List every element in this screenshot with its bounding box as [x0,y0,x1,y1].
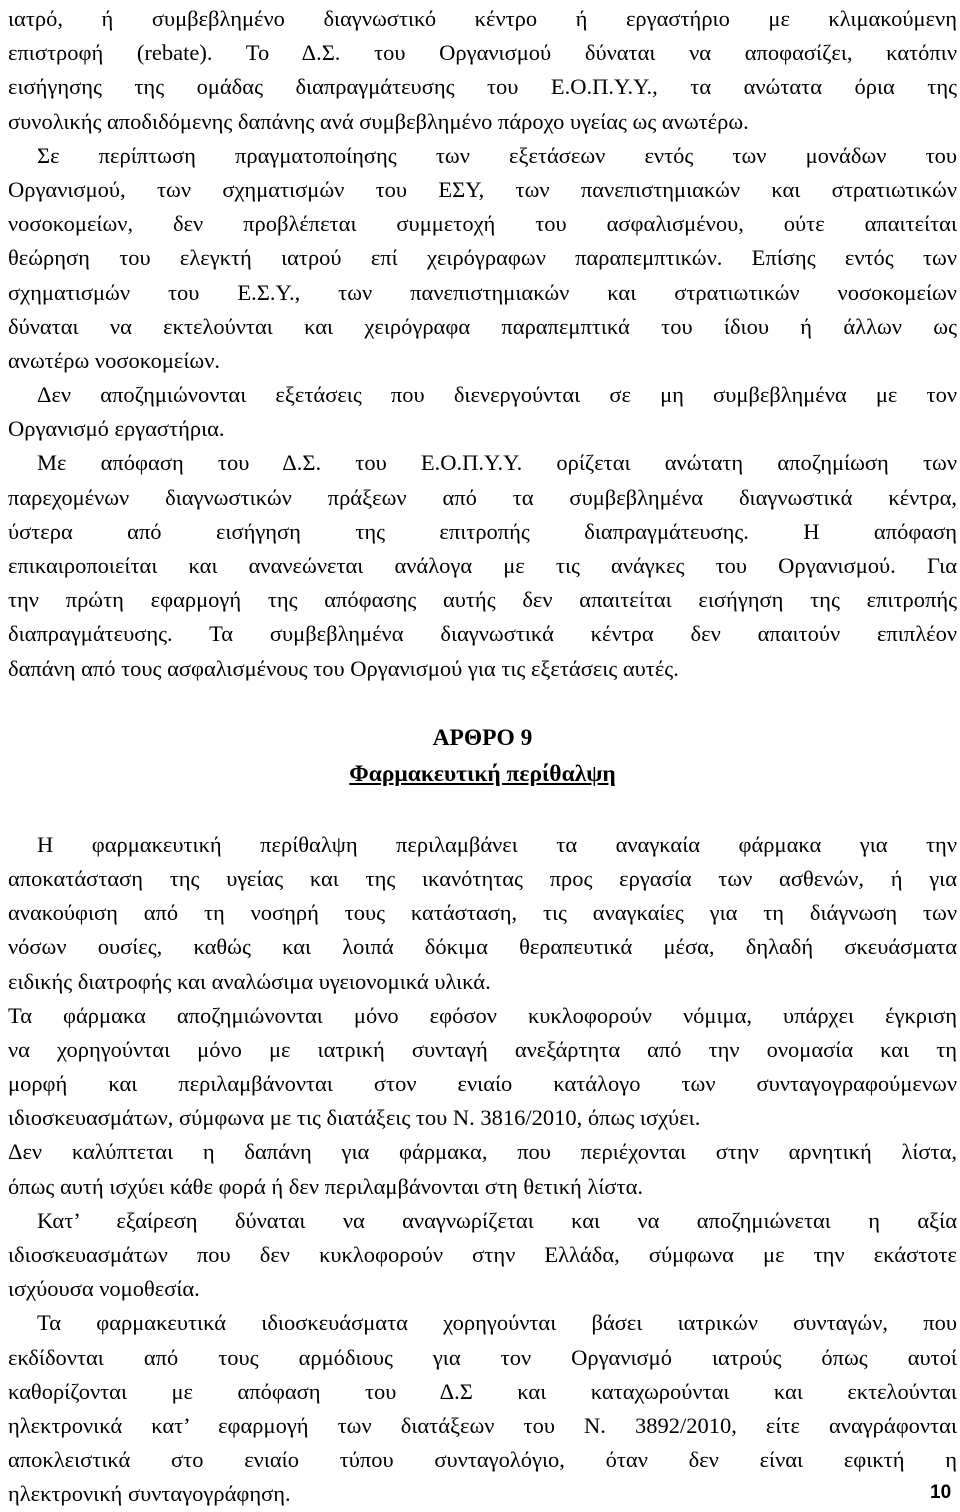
text-line: ύστερα από εισήγηση της επιτροπής διαπραγμάτευσης. Η απόφαση [8,518,957,544]
text-line: ειδικής διατροφής και αναλώσιμα υγειονομικά υλικά. [8,968,491,994]
text-line: εισήγησης της ομάδας διαπραγμάτευσης του Ε.Ο.Π.Υ.Υ., τα ανώτατα όρια της [8,74,957,100]
text-line: Η φαρμακευτική περίθαλψη περιλαμβάνει τα αναγκαία φάρμακα για την [37,831,957,857]
article-title-text: Φαρμακευτική περίθαλψη [349,760,616,787]
text-line: αποκατάσταση της υγείας και της ικανότητας προς εργασία των ασθενών, ή για [8,865,957,891]
page-number: 10 [930,1482,952,1503]
text-line: μορφή και περιλαμβάνονται στον ενιαίο κατάλογο των συνταγογραφούμενων [8,1071,957,1097]
text-line: Σε περίπτωση πραγματοποίησης των εξετάσεων εντός των μονάδων του [37,142,957,168]
text-line: όπως αυτή ισχύει κάθε φορά ή δεν περιλαμβάνονται στη θετική λίστα. [8,1173,643,1199]
text-line: Δεν αποζημιώνονται εξετάσεις που διενεργούνται σε μη συμβεβλημένα με τον [37,382,957,408]
text-line: ιδιοσκευασμάτων, σύμφωνα με τις διατάξεις του Ν. 3816/2010, όπως ισχύει. [8,1105,701,1131]
text-line: επικαιροποιείται και ανανεώνεται ανάλογα με τις ανάγκες του Οργανισμού. Για [8,553,957,578]
text-line: ιδιοσκευασμάτων που δεν κυκλοφορούν στην Ελλάδα, σύμφωνα με την εκάστοτε [8,1242,957,1267]
text-line: ηλεκτρονικά κατ’ εφαρμογή των διατάξεων του Ν. 3892/2010, είτε αναγράφονται [8,1412,957,1438]
article-number: ΑΡΘΡΟ 9 [432,724,533,751]
text-line: να χορηγούνται μόνο με ιατρική συνταγή ανεξάρτητα από την ονομασία και τη [8,1036,957,1062]
text-line: δαπάνη από τους ασφαλισμένους του Οργανισμού για τις εξετάσεις αυτές. [8,655,679,681]
text-line: Οργανισμού, των σχηματισμών του ΕΣΥ, των πανεπιστημιακών και στρατιωτικών [8,176,957,202]
text-line: Κατ’ εξαίρεση δύναται να αναγνωρίζεται και να αποζημιώνεται η αξία [37,1207,957,1233]
text-line: Με απόφαση του Δ.Σ. του Ε.Ο.Π.Υ.Υ. ορίζεται ανώτατη αποζημίωση των [37,450,957,476]
text-line: την πρώτη εφαρμογή της απόφασης αυτής δεν απαιτείται εισήγηση της επιτροπής [8,587,957,613]
text-line: ιατρό, ή συμβεβλημένο διαγνωστικό κέντρο ή εργαστήριο με κλιμακούμενη [8,6,957,31]
text-line: ισχύουσα νομοθεσία. [8,1276,200,1302]
text-line: ανωτέρω νοσοκομείων. [8,347,220,373]
text-line: εκδίδονται από τους αρμόδιους για τον Οργανισμό ιατρούς όπως αυτοί [8,1344,957,1370]
text-line: αποκλειστικά στο ενιαίο τύπου συνταγολόγιο, όταν δεν είναι εφικτή η [8,1447,957,1473]
text-line: Δεν καλύπτεται η δαπάνη για φάρμακα, που περιέχονται στην αρνητική λίστα, [8,1139,957,1165]
text-line: παρεχομένων διαγνωστικών πράξεων από τα συμβεβλημένα διαγνωστικά κέντρα, [8,484,957,510]
text-line: Τα φαρμακευτικά ιδιοσκευάσματα χορηγούνται βάσει ιατρικών συνταγών, που [37,1310,957,1336]
spacer [8,792,957,828]
text-line: Οργανισμό εργαστήρια. [8,416,225,442]
text-line: σχηματισμών του Ε.Σ.Υ., των πανεπιστημιακών και στρατιωτικών νοσοκομείων [8,279,957,305]
text-line: καθορίζονται με απόφαση του Δ.Σ και καταχωρούνται και εκτελούνται [8,1378,957,1404]
text-line: θεώρηση του ελεγκτή ιατρού επί χειρόγραφων παραπεμπτικών. Επίσης εντός των [8,245,957,271]
article-title [8,756,957,792]
paragraph-block-2 [8,828,957,1512]
spacer [8,686,957,720]
text-line: συνολικής αποδιδόμενης δαπάνης ανά συμβεβλημένο πάροχο υγείας ως ανωτέρω. [8,108,749,134]
text-line: δύναται να εκτελούνται και χειρόγραφα παραπεμπτικά του ίδιου ή άλλων ως [8,313,957,339]
text-line: νόσων ουσίες, καθώς και λοιπά δόκιμα θεραπευτικά μέσα, δηλαδή σκευάσματα [8,934,957,960]
text-line: ηλεκτρονική συνταγογράφηση. [8,1481,291,1507]
text-line: Τα φάρμακα αποζημιώνονται μόνο εφόσον κυκλοφορούν νόμιμα, υπάρχει έγκριση [8,1002,957,1028]
paragraph-block-1 [8,2,957,686]
text-line: επιστροφή (rebate). Το Δ.Σ. του Οργανισμού δύναται να αποφασίζει, κατόπιν [8,40,957,66]
text-line: νοσοκομείων, δεν προβλέπεται συμμετοχή του ασφαλισμένου, ούτε απαιτείται [8,211,957,237]
text-line: ανακούφιση από τη νοσηρή τους κατάσταση, τις αναγκαίες για τη διάγνωση των [8,900,957,926]
text-line: διαπραγμάτευσης. Τα συμβεβλημένα διαγνωστικά κέντρα δεν απαιτούν επιπλέον [8,621,957,647]
document-page [8,2,957,1512]
